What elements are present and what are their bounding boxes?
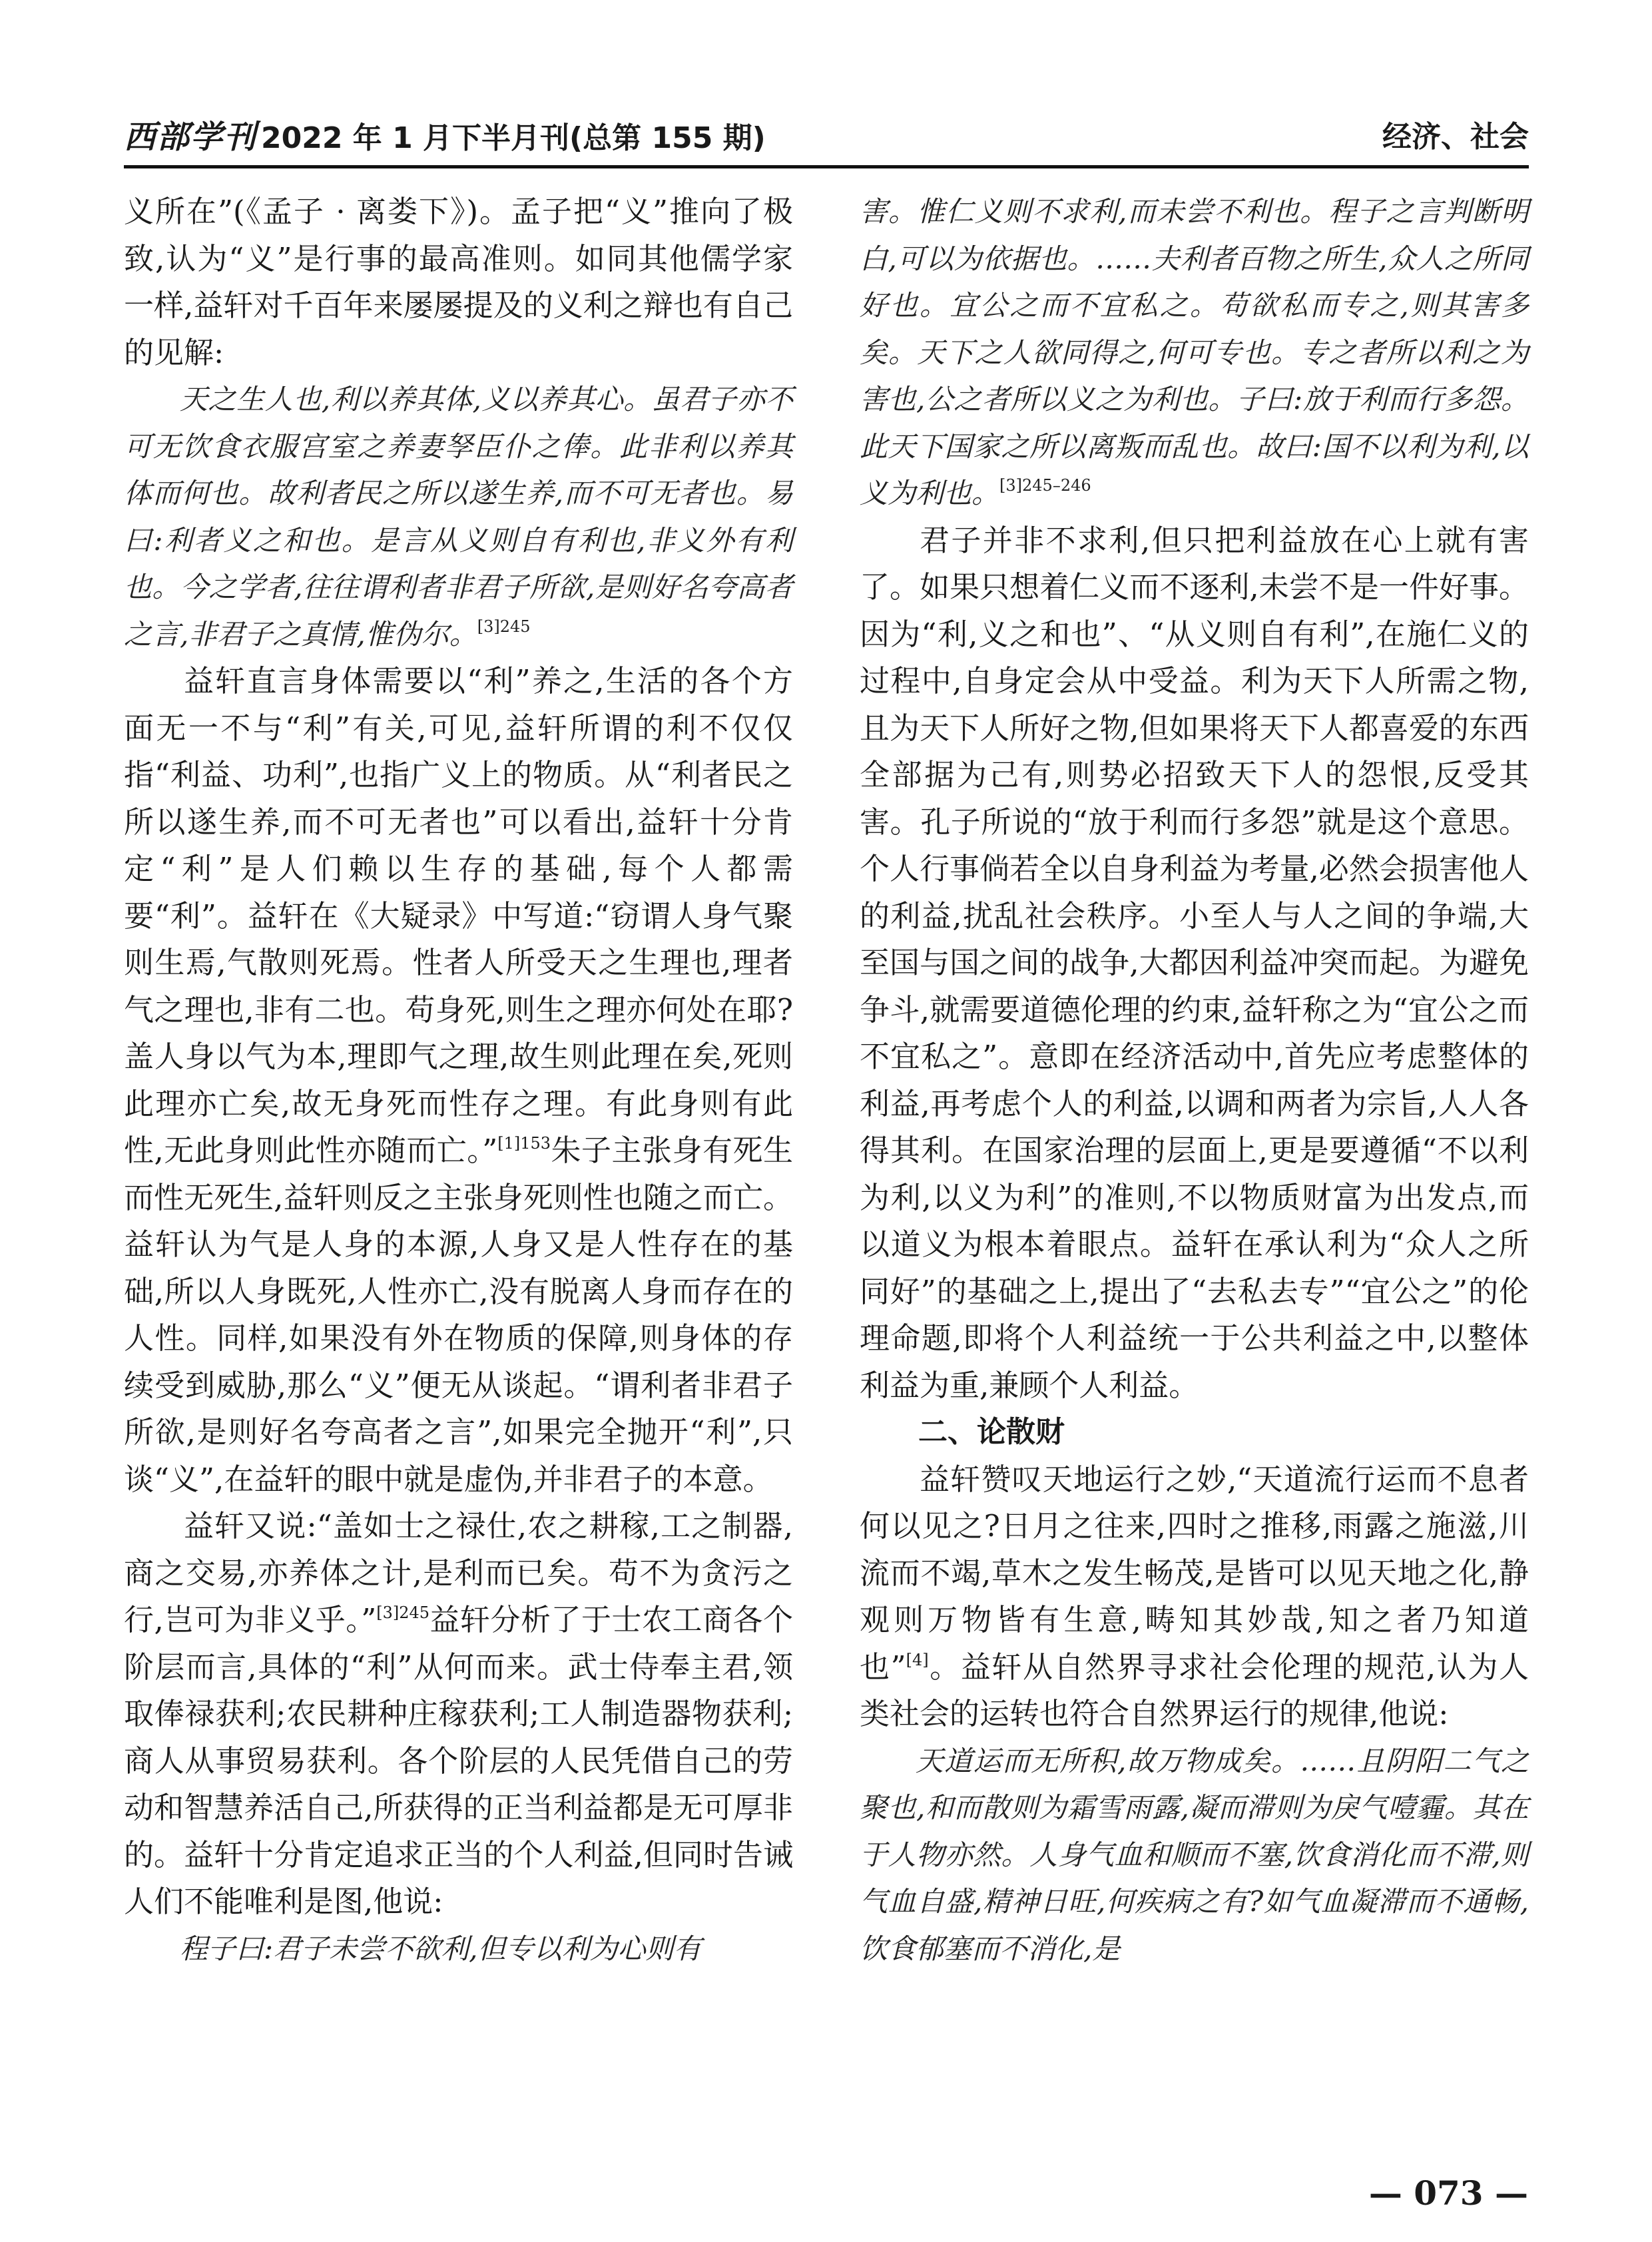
paragraph-text-continued: 朱子主张身有死生而性无死生,益轩则反之主张身死则性也随之而亡。益轩认为气是人身的本源,人身又是人性存在的基础,所以人身既死,人性亦亡,没有脱离人身而存在的人性。同样,如果没有外在物质的保障,则身体的存续受到威胁,那么“义”便无从谈起。“谓利者非君子所欲,是则好名夸高者之言”,如果完全抛开“利”,只谈“义”,在益轩的眼中就是虚伪,并非君子的本意。 (124, 1133, 793, 1497)
block-quote (860, 188, 1529, 517)
paragraph-text: 天之生人也,利以养其体,义以养其心。虽君子亦不可无饮食衣服宫室之养妻孥臣仆之俸。此非利以养其体而何也。故利者民之所以遂生养,而不可无者也。易曰:利者义之和也。是言从义则自有利也,非义外有利也。今之学者,往往谓利者非君子所欲,是则好名夸高者之言,非君子之真情,惟伪尔。 (124, 383, 793, 651)
header-divider (124, 165, 1529, 168)
section-label: 经济、社会 (1382, 120, 1529, 154)
page-header (124, 117, 1529, 157)
citation-ref: [3]245 (376, 1603, 430, 1622)
body-paragraph (124, 658, 793, 1503)
citation-ref: [3]245–246 (999, 476, 1091, 495)
header-journal-info (124, 117, 766, 158)
block-quote (860, 1738, 1529, 1973)
paragraph-text: 君子并非不求利,但只把利益放在心上就有害了。如果只想着仁义而不逐利,未尝不是一件好事。因为“利,义之和也”、“从义则自有利”,在施仁义的过程中,自身定会从中受益。利为天下人所需之物,且为天下人所好之物,但如果将天下人都喜爱的东西全部据为己有,则势必招致天下人的怨恨,反受其害。孔子所说的“放于利而行多怨”就是这个意思。个人行事倘若全以自身利益为考量,必然会损害他人的利益,扰乱社会秩序。小至人与人之间的争端,大至国与国之间的战争,大都因利益冲突而起。为避免争斗,就需要道德伦理的约束,益轩称之为“宜公之而不宜私之”。意即在经济活动中,首先应考虑整体的利益,再考虑个人的利益,以调和两者为宗旨,人人各得其利。在国家治理的层面上,更是要遵循“不以利为利,以义为利”的准则,不以物质财富为出发点,而以道义为根本着眼点。益轩在承认利为“众人之所同好”的基础之上,提出了“去私去专”“宜公之”的伦理命题,即将个人利益统一于公共利益之中,以整体利益为重,兼顾个人利益。 (860, 522, 1529, 1403)
paragraph-text: 二、论散财 (918, 1415, 1065, 1449)
citation-ref: [1]153 (497, 1134, 551, 1153)
right-column (860, 188, 1529, 1972)
paragraph-text: 益轩又说:“盖如士之禄仕,农之耕稼,工之制器,商之交易,亦养体之计,是利而已矣。苟不为贪污之行,岂可为非义乎。” (124, 1508, 793, 1637)
body-paragraph (860, 517, 1529, 1410)
paragraph-text-continued: 。益轩从自然界寻求社会伦理的规范,认为人类社会的运转也符合自然界运行的规律,他说: (860, 1649, 1529, 1731)
paragraph-text: 害。惟仁义则不求利,而未尝不利也。程子之言判断明白,可以为依据也。……夫利者百物之所生,众人之所同好也。宜公之而不宜私之。苟欲私而专之,则其害多矣。天下之人欲同得之,何可专也。专之者所以利之为害也,公之者所以义之为利也。子曰:放于利而行多怨。此天下国家之所以离叛而乱也。故曰:国不以利为利,以义为利也。 (860, 195, 1529, 509)
citation-ref: [4] (906, 1650, 929, 1669)
paragraph-text: 程子曰:君子未尝不欲利,但专以利为心则有 (180, 1932, 702, 1965)
issue-info: 2022 年 1 月下半月刊(总第 155 期) (261, 121, 766, 155)
paragraph-text-continued: 益轩分析了于士农工商各个阶层而言,具体的“利”从何而来。武士侍奉主君,领取俸禄获利;农民耕种庄稼获利;工人制造器物获利;商人从事贸易获利。各个阶层的人民凭借自己的劳动和智慧养活自己,所获得的正当利益都是无可厚非的。益轩十分肯定追求正当的个人利益,但同时告诫人们不能唯利是图,他说: (124, 1602, 793, 1919)
paragraph-text: 义所在”(《孟子 · 离娄下》)。孟子把“义”推向了极致,认为“义”是行事的最高准则。如同其他儒学家一样,益轩对千百年来屡屡提及的义利之辩也有自己的见解: (124, 194, 793, 370)
block-quote (124, 376, 793, 658)
paragraph-text: 天道运而无所积,故万物成矣。……且阴阳二气之聚也,和而散则为霜雪雨露,凝而滞则为戾气噎霾。其在于人物亦然。人身气血和顺而不塞,饮食消化而不滞,则气血自盛,精神日旺,何疾病之有?如气血凝滞而不通畅,饮食郁塞而不消化,是 (860, 1744, 1529, 1965)
page-number: — 073 — (1368, 2173, 1528, 2213)
section-heading (860, 1409, 1529, 1456)
paragraph-text: 益轩直言身体需要以“利”养之,生活的各个方面无一不与“利”有关,可见,益轩所谓的利不仅仅指“利益、功利”,也指广义上的物质。从“利者民之所以遂生养,而不可无者也”可以看出,益轩十分肯定“利”是人们赖以生存的基础,每个人都需要“利”。益轩在《大疑录》中写道:“窃谓人身气聚则生焉,气散则死焉。性者人所受天之生理也,理者气之理也,非有二也。苟身死,则生之理亦何处在耶?盖人身以气为本,理即气之理,故生则此理在矣,死则此理亦亡矣,故无身死而性存之理。有此身则有此性,无此身则此性亦随而亡。” (124, 663, 793, 1168)
citation-ref: [3]245 (477, 617, 531, 636)
paragraph-text: 益轩赞叹天地运行之妙,“天道流行运而不息者何以见之?日月之往来,四时之推移,雨露之施滋,川流而不竭,草木之发生畅茂,是皆可以见天地之化,静观则万物皆有生意,畴知其妙哉,知之者乃知道也” (860, 1461, 1529, 1685)
body-paragraph (124, 188, 793, 376)
journal-logo: 西部学刊 (124, 119, 258, 156)
body-paragraph (860, 1456, 1529, 1738)
block-quote (124, 1926, 793, 1973)
body-paragraph (124, 1503, 793, 1926)
left-column (124, 188, 793, 1972)
